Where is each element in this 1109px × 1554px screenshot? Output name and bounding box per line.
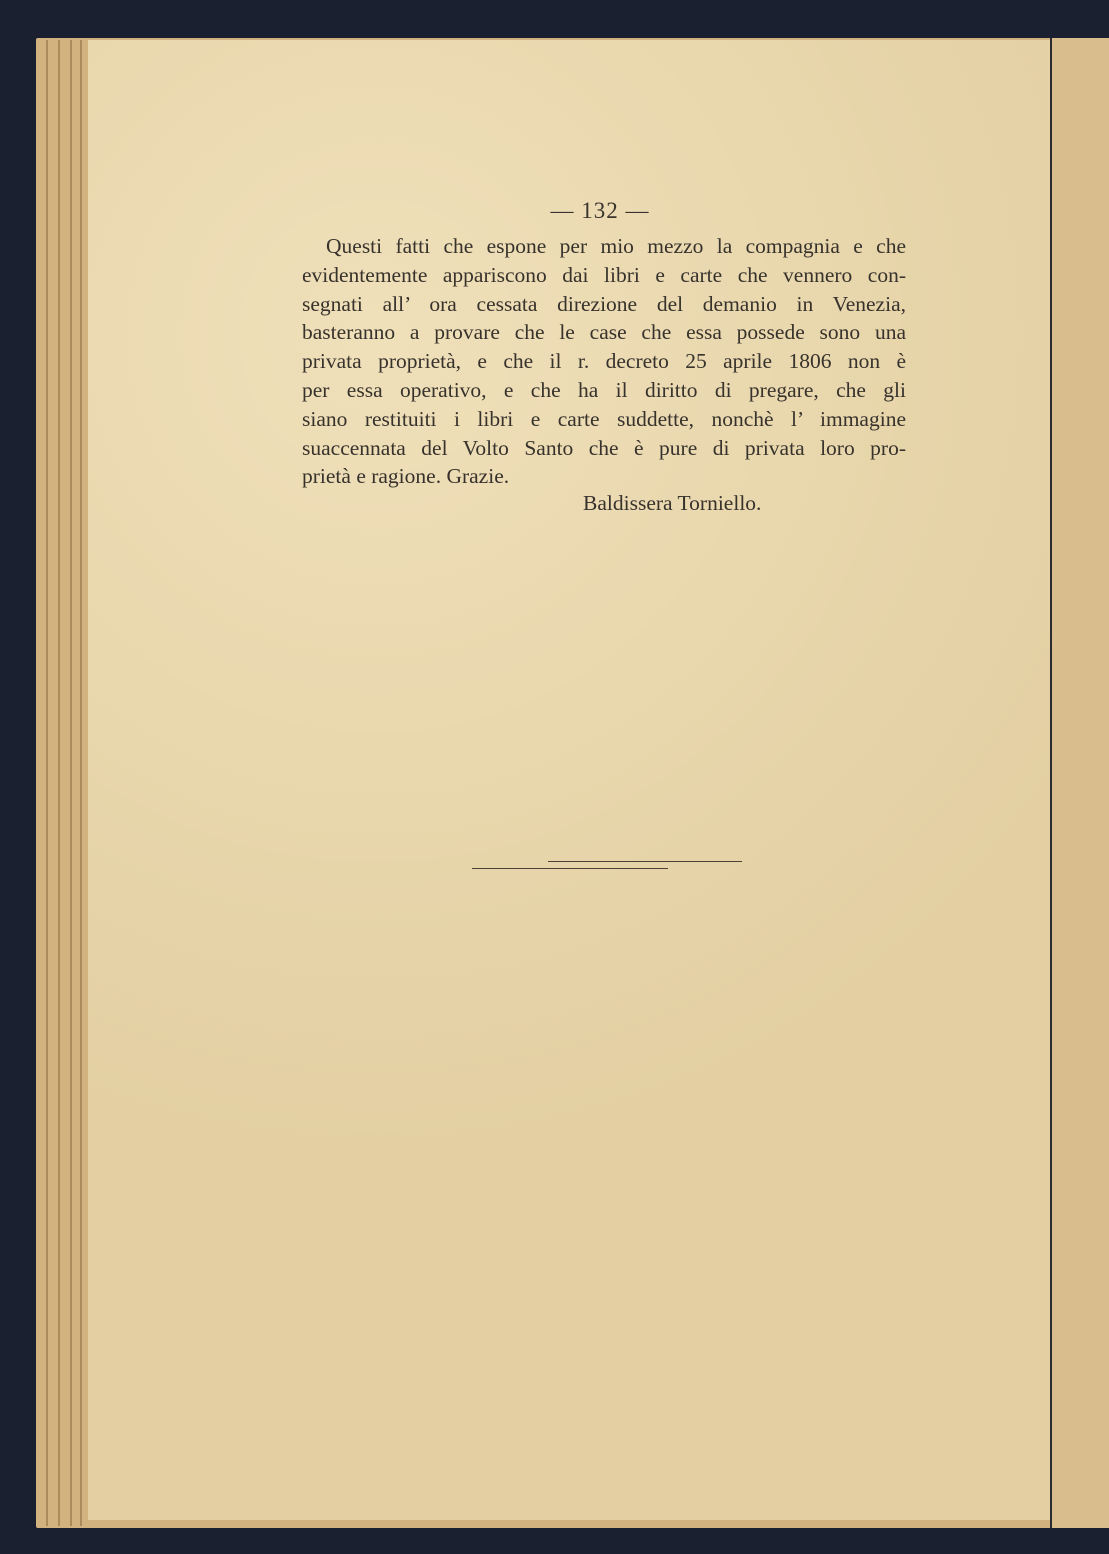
text-line: siano restituiti i libri e carte suddette, nonchè l’ immagine: [302, 406, 906, 431]
signature: Baldissera Torniello.: [583, 491, 762, 515]
section-rule: [548, 861, 742, 862]
text-line: evidentemente appariscono dai libri e carte che vennero con-: [302, 262, 906, 287]
stack-edge: [58, 40, 60, 1526]
text-line: basteranno a provare che le case che essa possede sono una: [302, 320, 906, 345]
text-line: privata proprietà, e che il r. decreto 25 aprile 1806 non è: [302, 349, 906, 374]
text-line: Questi fatti che espone per mio mezzo la compagnia e che: [326, 234, 906, 258]
section-rule: [472, 868, 668, 869]
text-line: segnati all’ ora cessata direzione del demanio in Venezia,: [302, 291, 906, 316]
stack-edge: [80, 40, 82, 1526]
stack-edge: [70, 40, 72, 1526]
text-line: prietà e ragione. Grazie.: [302, 464, 510, 489]
stack-edge: [46, 40, 48, 1526]
text-line: suaccennata del Volto Santo che è pure di privata loro pro-: [302, 435, 906, 460]
page-number: — 132 —: [550, 198, 650, 223]
text-line: per essa operativo, e che ha il diritto di pregare, che gli: [302, 377, 906, 402]
body-text: [302, 232, 906, 491]
facing-page-edge: [1050, 38, 1109, 1528]
